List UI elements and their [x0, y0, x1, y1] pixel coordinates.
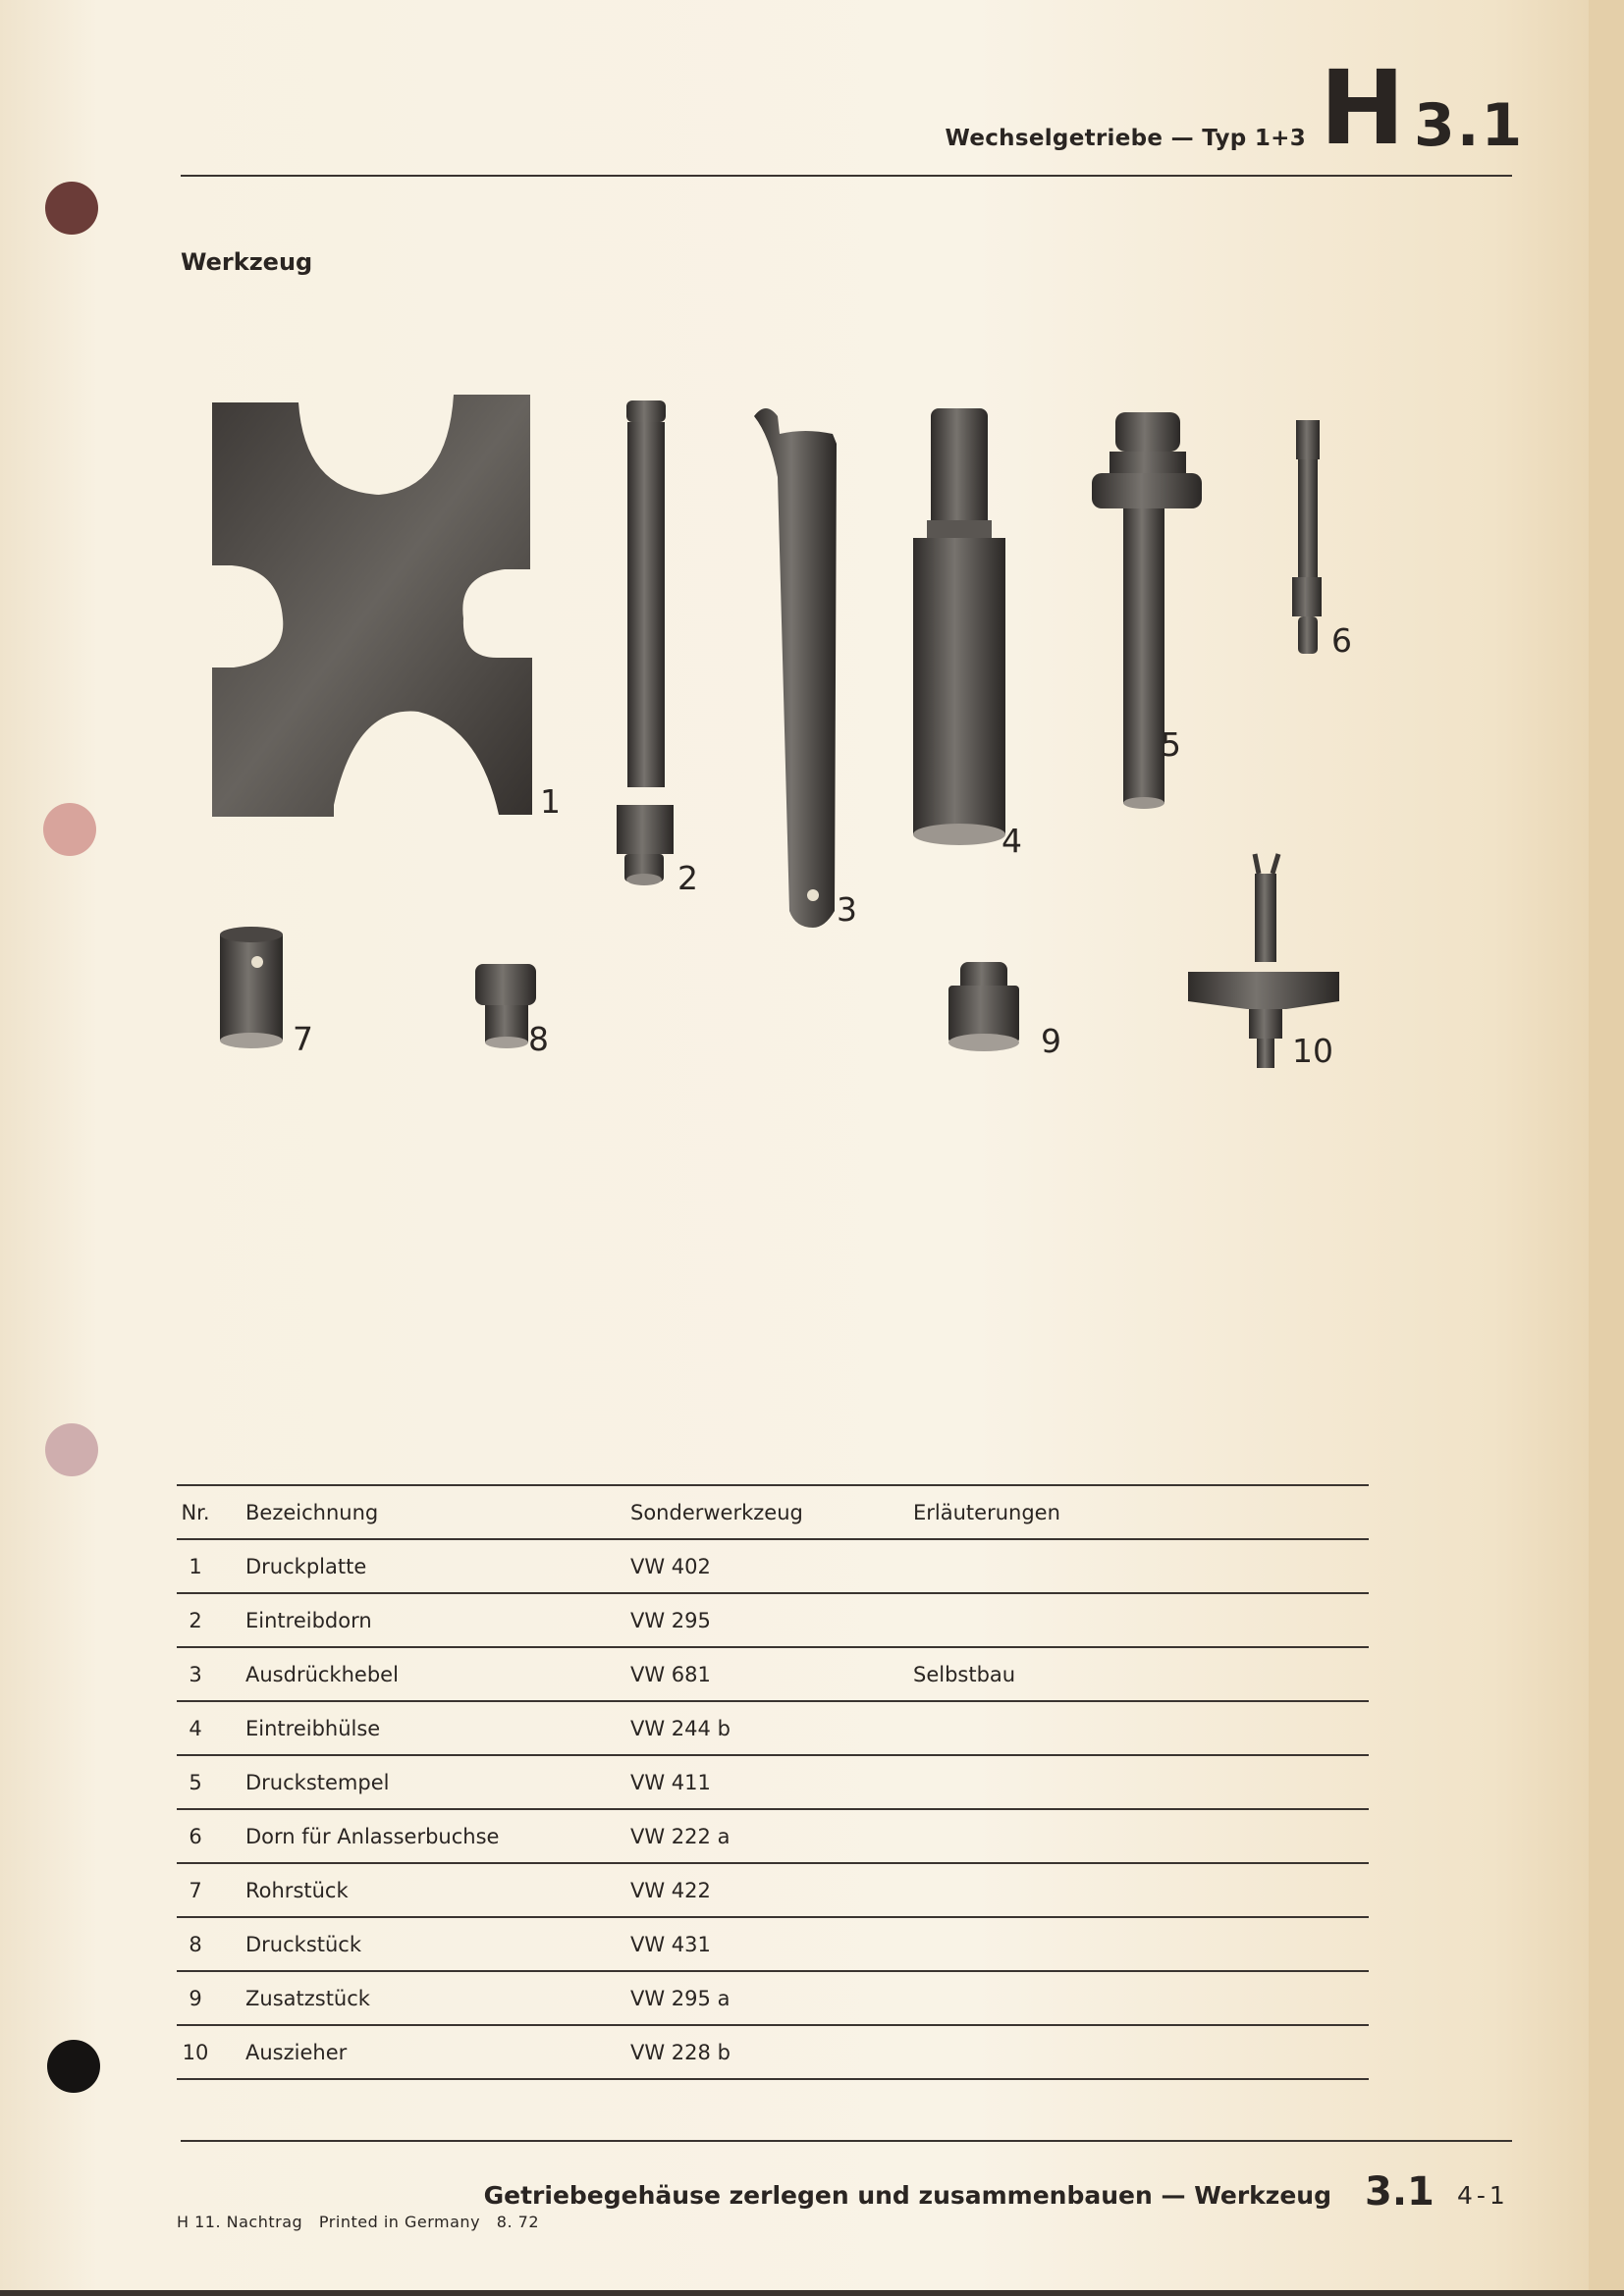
- punch-hole: [43, 803, 96, 856]
- punch-hole: [45, 1423, 98, 1476]
- table-row: [177, 2026, 1369, 2080]
- tool-5-punch: [1092, 412, 1202, 809]
- cell-nr: 5: [189, 1770, 202, 1794]
- col-header-sonderwerkzeug: Sonderwerkzeug: [630, 1500, 803, 1524]
- section-letter: H: [1320, 48, 1406, 168]
- table-row: [177, 1702, 1369, 1756]
- cell-bezeichnung: Eintreibhülse: [245, 1716, 381, 1740]
- footer-title: Getriebegehäuse zerlegen und zusammenbauen — Werkzeug: [483, 2181, 1331, 2210]
- cell-bezeichnung: Ausdrückhebel: [245, 1662, 399, 1686]
- section-title: Werkzeug: [181, 248, 313, 276]
- tool-8-pressure-piece: [475, 964, 536, 1048]
- cell-bezeichnung: Druckstück: [245, 1932, 362, 1956]
- callout-9: 9: [1041, 1022, 1061, 1060]
- pressure-plate-shape: [212, 395, 532, 817]
- table-row: [177, 1918, 1369, 1972]
- header-rule: [181, 175, 1512, 177]
- cell-sonderwerkzeug: VW 295 a: [630, 1986, 731, 2010]
- callout-10: 10: [1292, 1032, 1333, 1070]
- cell-nr: 8: [189, 1932, 202, 1956]
- table-row: [177, 1972, 1369, 2026]
- page-edge: [1589, 0, 1624, 2296]
- table-row: [177, 1756, 1369, 1810]
- cell-bezeichnung: Rohrstück: [245, 1878, 349, 1902]
- tool-table: [177, 1484, 1369, 2080]
- cell-nr: 2: [189, 1608, 202, 1632]
- tools-figure: [177, 373, 1394, 1099]
- cell-nr: 10: [182, 2040, 209, 2064]
- header-subtitle: Wechselgetriebe — Typ 1+3: [945, 126, 1306, 151]
- callout-1: 1: [540, 782, 561, 821]
- cell-bezeichnung: Auszieher: [245, 2040, 348, 2064]
- cell-bezeichnung: Druckstempel: [245, 1770, 390, 1794]
- cell-bezeichnung: Druckplatte: [245, 1554, 367, 1578]
- tool-4-sleeve: [913, 408, 1005, 845]
- callout-6: 6: [1331, 621, 1352, 660]
- cell-sonderwerkzeug: VW 681: [630, 1662, 711, 1686]
- table-row: [177, 1864, 1369, 1918]
- cell-bezeichnung: Eintreibdorn: [245, 1608, 372, 1632]
- table-row: [177, 1810, 1369, 1864]
- cell-sonderwerkzeug: VW 295: [630, 1608, 711, 1632]
- footer-rule: [181, 2140, 1512, 2142]
- tool-7-tube: [220, 927, 283, 1048]
- cell-sonderwerkzeug: VW 222 a: [630, 1824, 731, 1848]
- callout-5: 5: [1161, 725, 1181, 764]
- col-header-erlaeuterungen: Erläuterungen: [913, 1500, 1060, 1524]
- tool-9-adapter: [948, 962, 1019, 1051]
- callout-3: 3: [837, 890, 857, 929]
- col-header-bezeichnung: Bezeichnung: [245, 1500, 379, 1524]
- footer-section-number: 3.1: [1365, 2169, 1435, 2215]
- punch-hole: [45, 182, 98, 235]
- cell-sonderwerkzeug: VW 228 b: [630, 2040, 731, 2064]
- cell-sonderwerkzeug: VW 422: [630, 1878, 711, 1902]
- page-bottom-edge: [0, 2290, 1624, 2296]
- cell-bezeichnung: Dorn für Anlasserbuchse: [245, 1824, 500, 1848]
- tool-1-pressure-plate: [212, 395, 532, 817]
- cell-nr: 3: [189, 1662, 202, 1686]
- tool-3-lever: [754, 408, 837, 928]
- callout-4: 4: [1001, 822, 1022, 860]
- callout-2: 2: [677, 859, 698, 897]
- table-row: [177, 1648, 1369, 1702]
- cell-nr: 1: [189, 1554, 202, 1578]
- tool-2-drift: [617, 400, 674, 885]
- tool-6-mandrel: [1292, 420, 1322, 654]
- cell-sonderwerkzeug: VW 411: [630, 1770, 711, 1794]
- callout-7: 7: [293, 1020, 313, 1058]
- col-header-nr: Nr.: [181, 1500, 210, 1524]
- footer-page-number: 4-1: [1457, 2181, 1509, 2210]
- cell-sonderwerkzeug: VW 402: [630, 1554, 711, 1578]
- cell-erlaeuterungen: Selbstbau: [913, 1662, 1016, 1686]
- imprint: H 11. Nachtrag Printed in Germany 8. 72: [177, 2213, 539, 2231]
- cell-nr: 9: [189, 1986, 202, 2010]
- cell-sonderwerkzeug: VW 431: [630, 1932, 711, 1956]
- cell-nr: 7: [189, 1878, 202, 1902]
- table-header-row: [177, 1484, 1369, 1540]
- callout-8: 8: [528, 1020, 549, 1058]
- cell-nr: 6: [189, 1824, 202, 1848]
- punch-hole: [47, 2040, 100, 2093]
- cell-sonderwerkzeug: VW 244 b: [630, 1716, 731, 1740]
- table-row: [177, 1540, 1369, 1594]
- section-number: 3.1: [1414, 91, 1525, 160]
- table-row: [177, 1594, 1369, 1648]
- cell-nr: 4: [189, 1716, 202, 1740]
- cell-bezeichnung: Zusatzstück: [245, 1986, 370, 2010]
